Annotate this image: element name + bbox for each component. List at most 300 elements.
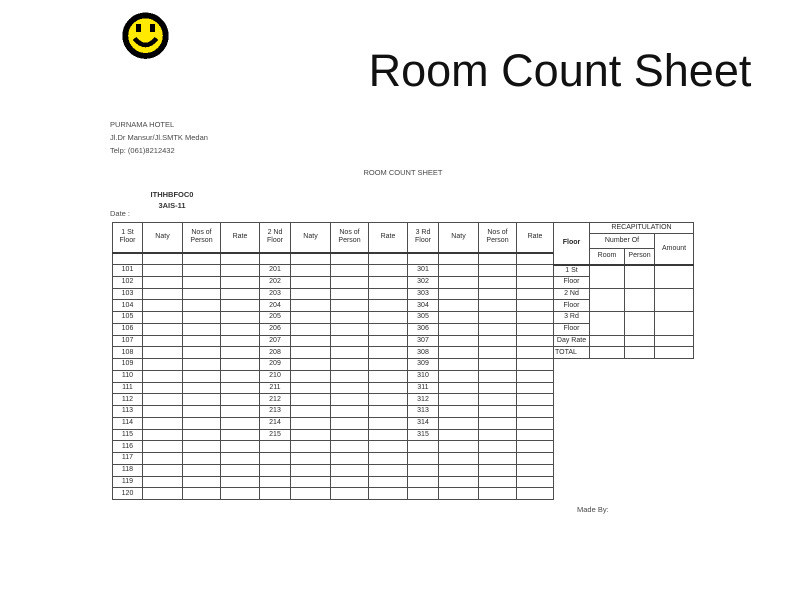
empty-cell xyxy=(479,406,517,418)
empty-cell xyxy=(113,253,143,265)
empty-cell xyxy=(143,476,183,488)
column-header: Rate xyxy=(369,223,408,253)
room-number-cell: 211 xyxy=(260,382,291,394)
recap-floor-label: 2 Nd xyxy=(554,288,590,300)
empty-cell xyxy=(408,253,439,265)
empty-cell xyxy=(143,359,183,371)
empty-cell xyxy=(260,464,291,476)
recap-floor-label: TOTAL xyxy=(554,347,590,359)
room-row xyxy=(113,464,554,476)
empty-cell xyxy=(260,441,291,453)
empty-cell xyxy=(143,488,183,500)
room-number-cell: 212 xyxy=(260,394,291,406)
recap-table-body xyxy=(554,223,694,359)
empty-cell xyxy=(221,453,260,465)
empty-cell xyxy=(479,476,517,488)
room-number-cell: 301 xyxy=(408,265,439,277)
column-header: Naty xyxy=(439,223,479,253)
empty-cell xyxy=(221,276,260,288)
recap-value-cell xyxy=(655,347,694,359)
empty-cell xyxy=(183,359,221,371)
recap-row xyxy=(554,288,694,300)
empty-cell xyxy=(331,476,369,488)
empty-cell xyxy=(221,464,260,476)
empty-cell xyxy=(183,429,221,441)
empty-cell xyxy=(479,265,517,277)
empty-cell xyxy=(183,441,221,453)
room-number-cell: 205 xyxy=(260,312,291,324)
empty-cell xyxy=(221,370,260,382)
empty-cell xyxy=(331,335,369,347)
room-number-cell: 302 xyxy=(408,276,439,288)
column-header: Rate xyxy=(221,223,260,253)
empty-cell xyxy=(291,253,331,265)
recap-row xyxy=(554,335,694,347)
empty-cell xyxy=(291,441,331,453)
room-number-cell: 210 xyxy=(260,370,291,382)
empty-cell xyxy=(291,417,331,429)
room-row xyxy=(113,347,554,359)
room-number-cell: 104 xyxy=(113,300,143,312)
empty-cell xyxy=(143,429,183,441)
room-number-cell: 113 xyxy=(113,406,143,418)
empty-cell xyxy=(517,312,554,324)
empty-cell xyxy=(517,476,554,488)
empty-cell xyxy=(183,382,221,394)
room-row xyxy=(113,265,554,277)
recap-value-cell xyxy=(590,288,625,312)
empty-cell xyxy=(479,276,517,288)
recap-floor-label: Floor xyxy=(554,323,590,335)
empty-cell xyxy=(291,394,331,406)
empty-cell xyxy=(143,347,183,359)
empty-cell xyxy=(479,323,517,335)
empty-cell xyxy=(143,300,183,312)
room-number-cell: 209 xyxy=(260,359,291,371)
empty-cell xyxy=(143,417,183,429)
empty-cell xyxy=(439,265,479,277)
room-row xyxy=(113,417,554,429)
empty-cell xyxy=(143,441,183,453)
empty-cell xyxy=(517,276,554,288)
empty-cell xyxy=(369,394,408,406)
empty-cell xyxy=(183,406,221,418)
empty-cell xyxy=(221,406,260,418)
empty-cell xyxy=(221,429,260,441)
empty-cell xyxy=(479,464,517,476)
empty-cell xyxy=(331,300,369,312)
empty-cell xyxy=(291,370,331,382)
recap-value-cell xyxy=(625,312,655,336)
room-number-cell: 214 xyxy=(260,417,291,429)
room-number-cell: 208 xyxy=(260,347,291,359)
empty-cell xyxy=(369,323,408,335)
empty-cell xyxy=(479,417,517,429)
empty-cell xyxy=(369,488,408,500)
empty-cell xyxy=(331,370,369,382)
room-row xyxy=(113,276,554,288)
empty-cell xyxy=(517,394,554,406)
room-number-cell: 311 xyxy=(408,382,439,394)
main-table-body xyxy=(113,223,554,500)
recap-value-cell xyxy=(655,288,694,312)
empty-cell xyxy=(517,265,554,277)
room-number-cell: 106 xyxy=(113,323,143,335)
room-number-cell: 120 xyxy=(113,488,143,500)
empty-cell xyxy=(369,347,408,359)
empty-cell xyxy=(479,347,517,359)
empty-cell xyxy=(291,359,331,371)
room-number-cell: 202 xyxy=(260,276,291,288)
empty-cell xyxy=(479,288,517,300)
room-number-cell: 206 xyxy=(260,323,291,335)
empty-cell xyxy=(479,394,517,406)
recap-row xyxy=(554,265,694,277)
empty-cell xyxy=(517,370,554,382)
empty-cell xyxy=(408,476,439,488)
room-row xyxy=(113,288,554,300)
empty-cell xyxy=(221,312,260,324)
empty-cell xyxy=(183,288,221,300)
room-number-cell: 303 xyxy=(408,288,439,300)
empty-cell xyxy=(221,394,260,406)
empty-cell xyxy=(331,359,369,371)
empty-cell xyxy=(331,406,369,418)
empty-cell xyxy=(369,453,408,465)
empty-cell xyxy=(408,441,439,453)
empty-cell xyxy=(369,276,408,288)
room-number-cell: 204 xyxy=(260,300,291,312)
empty-cell xyxy=(221,382,260,394)
empty-cell xyxy=(331,453,369,465)
empty-cell xyxy=(291,453,331,465)
recap-floor-label: 1 St xyxy=(554,265,590,277)
column-header: Rate xyxy=(517,223,554,253)
recap-number-of-header: Number Of xyxy=(590,234,655,249)
empty-cell xyxy=(479,382,517,394)
recap-floor-label: Day Rate xyxy=(554,335,590,347)
empty-cell xyxy=(143,394,183,406)
empty-cell xyxy=(183,476,221,488)
empty-cell xyxy=(369,312,408,324)
empty-cell xyxy=(143,335,183,347)
empty-cell xyxy=(143,323,183,335)
empty-cell xyxy=(183,394,221,406)
empty-cell xyxy=(517,323,554,335)
recap-floor-label: 3 Rd xyxy=(554,312,590,324)
empty-cell xyxy=(331,312,369,324)
empty-cell xyxy=(439,488,479,500)
empty-cell xyxy=(517,253,554,265)
room-row xyxy=(113,300,554,312)
course-code xyxy=(132,190,212,211)
empty-cell xyxy=(331,347,369,359)
empty-cell xyxy=(183,370,221,382)
room-number-cell: 207 xyxy=(260,335,291,347)
room-number-cell: 309 xyxy=(408,359,439,371)
empty-cell xyxy=(331,276,369,288)
empty-cell xyxy=(331,394,369,406)
empty-cell xyxy=(408,464,439,476)
empty-cell xyxy=(439,417,479,429)
empty-cell xyxy=(369,417,408,429)
recap-floor-label: Floor xyxy=(554,300,590,312)
smiley-icon xyxy=(121,9,170,63)
empty-cell xyxy=(479,335,517,347)
room-number-cell: 213 xyxy=(260,406,291,418)
empty-cell xyxy=(439,476,479,488)
empty-cell xyxy=(369,300,408,312)
empty-cell xyxy=(183,488,221,500)
room-row xyxy=(113,453,554,465)
recap-value-cell xyxy=(655,335,694,347)
empty-cell xyxy=(291,347,331,359)
empty-cell xyxy=(331,265,369,277)
empty-cell xyxy=(439,464,479,476)
empty-cell xyxy=(479,429,517,441)
empty-cell xyxy=(291,429,331,441)
empty-cell xyxy=(291,265,331,277)
column-header: Naty xyxy=(291,223,331,253)
empty-cell xyxy=(143,453,183,465)
column-header: Nos of Person xyxy=(183,223,221,253)
main-table xyxy=(112,222,554,500)
empty-cell xyxy=(479,441,517,453)
made-by-label: Made By: xyxy=(577,505,609,514)
hotel-info xyxy=(110,118,208,157)
empty-cell xyxy=(143,382,183,394)
room-number-cell: 109 xyxy=(113,359,143,371)
empty-cell xyxy=(291,382,331,394)
room-number-cell: 215 xyxy=(260,429,291,441)
recap-value-cell xyxy=(590,265,625,289)
room-row xyxy=(113,312,554,324)
room-number-cell: 110 xyxy=(113,370,143,382)
empty-cell xyxy=(143,253,183,265)
room-number-cell: 307 xyxy=(408,335,439,347)
recap-table xyxy=(553,222,694,359)
room-number-cell: 201 xyxy=(260,265,291,277)
empty-cell xyxy=(439,441,479,453)
empty-cell xyxy=(369,476,408,488)
room-count-table-area xyxy=(112,222,702,502)
empty-cell xyxy=(183,265,221,277)
empty-cell xyxy=(439,382,479,394)
room-number-cell: 304 xyxy=(408,300,439,312)
course-code-line1: ITHHBFOC0 xyxy=(150,190,194,199)
empty-cell xyxy=(439,323,479,335)
room-number-cell: 310 xyxy=(408,370,439,382)
empty-cell xyxy=(183,323,221,335)
empty-cell xyxy=(183,464,221,476)
empty-cell xyxy=(369,370,408,382)
empty-cell xyxy=(221,335,260,347)
room-row xyxy=(113,394,554,406)
empty-cell xyxy=(143,276,183,288)
recap-value-cell xyxy=(625,335,655,347)
room-number-cell: 108 xyxy=(113,347,143,359)
recap-floor-header: Floor xyxy=(554,223,590,265)
empty-cell xyxy=(260,476,291,488)
empty-cell xyxy=(221,265,260,277)
empty-cell xyxy=(331,382,369,394)
empty-cell xyxy=(439,300,479,312)
room-number-cell: 308 xyxy=(408,347,439,359)
empty-cell xyxy=(517,417,554,429)
empty-cell xyxy=(369,406,408,418)
empty-cell xyxy=(291,288,331,300)
room-row xyxy=(113,429,554,441)
empty-cell xyxy=(369,265,408,277)
empty-cell xyxy=(291,476,331,488)
empty-cell xyxy=(221,323,260,335)
empty-cell xyxy=(143,312,183,324)
recap-person-header: Person xyxy=(625,249,655,265)
recap-value-cell xyxy=(655,312,694,336)
recap-title: RECAPITULATION xyxy=(590,223,694,234)
column-header: Nos of Person xyxy=(479,223,517,253)
empty-cell xyxy=(439,429,479,441)
empty-cell xyxy=(517,288,554,300)
empty-cell xyxy=(291,406,331,418)
empty-cell xyxy=(260,488,291,500)
room-row xyxy=(113,335,554,347)
empty-cell xyxy=(479,300,517,312)
empty-cell xyxy=(143,370,183,382)
empty-cell xyxy=(143,265,183,277)
empty-cell xyxy=(183,253,221,265)
date-label: Date : xyxy=(110,209,131,218)
empty-cell xyxy=(143,464,183,476)
room-number-cell: 114 xyxy=(113,417,143,429)
room-number-cell: 313 xyxy=(408,406,439,418)
recap-value-cell xyxy=(590,347,625,359)
empty-cell xyxy=(408,488,439,500)
empty-cell xyxy=(439,347,479,359)
empty-cell xyxy=(439,453,479,465)
room-number-cell: 305 xyxy=(408,312,439,324)
empty-cell xyxy=(479,453,517,465)
empty-cell xyxy=(369,253,408,265)
empty-cell xyxy=(331,323,369,335)
empty-cell xyxy=(439,359,479,371)
empty-cell xyxy=(221,288,260,300)
column-header: 1 St Floor xyxy=(113,223,143,253)
empty-cell xyxy=(331,253,369,265)
empty-cell xyxy=(517,429,554,441)
empty-cell xyxy=(331,288,369,300)
room-number-cell: 107 xyxy=(113,335,143,347)
room-number-cell: 115 xyxy=(113,429,143,441)
room-number-cell: 111 xyxy=(113,382,143,394)
column-header: Nos of Person xyxy=(331,223,369,253)
empty-cell xyxy=(439,370,479,382)
empty-cell xyxy=(439,288,479,300)
course-code-line2: 3AIS-11 xyxy=(158,200,186,210)
empty-cell xyxy=(221,253,260,265)
empty-cell xyxy=(517,347,554,359)
recap-value-cell xyxy=(625,265,655,289)
empty-cell xyxy=(143,406,183,418)
empty-cell xyxy=(517,359,554,371)
empty-cell xyxy=(439,335,479,347)
room-number-cell: 203 xyxy=(260,288,291,300)
empty-cell xyxy=(221,347,260,359)
room-row xyxy=(113,476,554,488)
empty-cell xyxy=(260,253,291,265)
recap-value-cell xyxy=(590,335,625,347)
empty-cell xyxy=(439,276,479,288)
empty-cell xyxy=(291,488,331,500)
room-row xyxy=(113,488,554,500)
recap-floor-label: Floor xyxy=(554,276,590,288)
room-row xyxy=(113,406,554,418)
empty-cell xyxy=(517,464,554,476)
empty-cell xyxy=(183,417,221,429)
empty-cell xyxy=(183,276,221,288)
empty-cell xyxy=(517,300,554,312)
empty-cell xyxy=(291,335,331,347)
empty-cell xyxy=(221,359,260,371)
room-number-cell: 306 xyxy=(408,323,439,335)
empty-cell xyxy=(260,453,291,465)
empty-cell xyxy=(369,382,408,394)
column-header: 3 Rd Floor xyxy=(408,223,439,253)
room-number-cell: 314 xyxy=(408,417,439,429)
empty-cell xyxy=(221,476,260,488)
recap-amount-header: Amount xyxy=(655,234,694,265)
hotel-address: Jl.Dr Mansur/Jl.SMTK Medan xyxy=(110,133,208,142)
empty-cell xyxy=(517,441,554,453)
empty-cell xyxy=(439,312,479,324)
empty-cell xyxy=(291,323,331,335)
room-number-cell: 103 xyxy=(113,288,143,300)
recap-room-header: Room xyxy=(590,249,625,265)
empty-cell xyxy=(369,429,408,441)
empty-cell xyxy=(183,347,221,359)
room-row xyxy=(113,323,554,335)
empty-cell xyxy=(331,417,369,429)
empty-cell xyxy=(291,300,331,312)
empty-cell xyxy=(331,441,369,453)
room-number-cell: 119 xyxy=(113,476,143,488)
room-row xyxy=(113,382,554,394)
recap-row xyxy=(554,347,694,359)
empty-cell xyxy=(369,464,408,476)
empty-cell xyxy=(517,488,554,500)
empty-cell xyxy=(517,406,554,418)
recap-value-cell xyxy=(655,265,694,289)
room-number-cell: 312 xyxy=(408,394,439,406)
empty-cell xyxy=(331,488,369,500)
empty-cell xyxy=(517,453,554,465)
empty-cell xyxy=(291,464,331,476)
room-number-cell: 315 xyxy=(408,429,439,441)
recap-value-cell xyxy=(625,288,655,312)
room-number-cell: 105 xyxy=(113,312,143,324)
empty-cell xyxy=(479,370,517,382)
hotel-name: PURNAMA HOTEL xyxy=(110,120,175,129)
recap-value-cell xyxy=(625,347,655,359)
empty-cell xyxy=(331,464,369,476)
empty-cell xyxy=(479,253,517,265)
empty-cell xyxy=(183,335,221,347)
column-header: 2 Nd Floor xyxy=(260,223,291,253)
empty-cell xyxy=(439,253,479,265)
room-number-cell: 112 xyxy=(113,394,143,406)
empty-cell xyxy=(221,417,260,429)
empty-cell xyxy=(291,312,331,324)
